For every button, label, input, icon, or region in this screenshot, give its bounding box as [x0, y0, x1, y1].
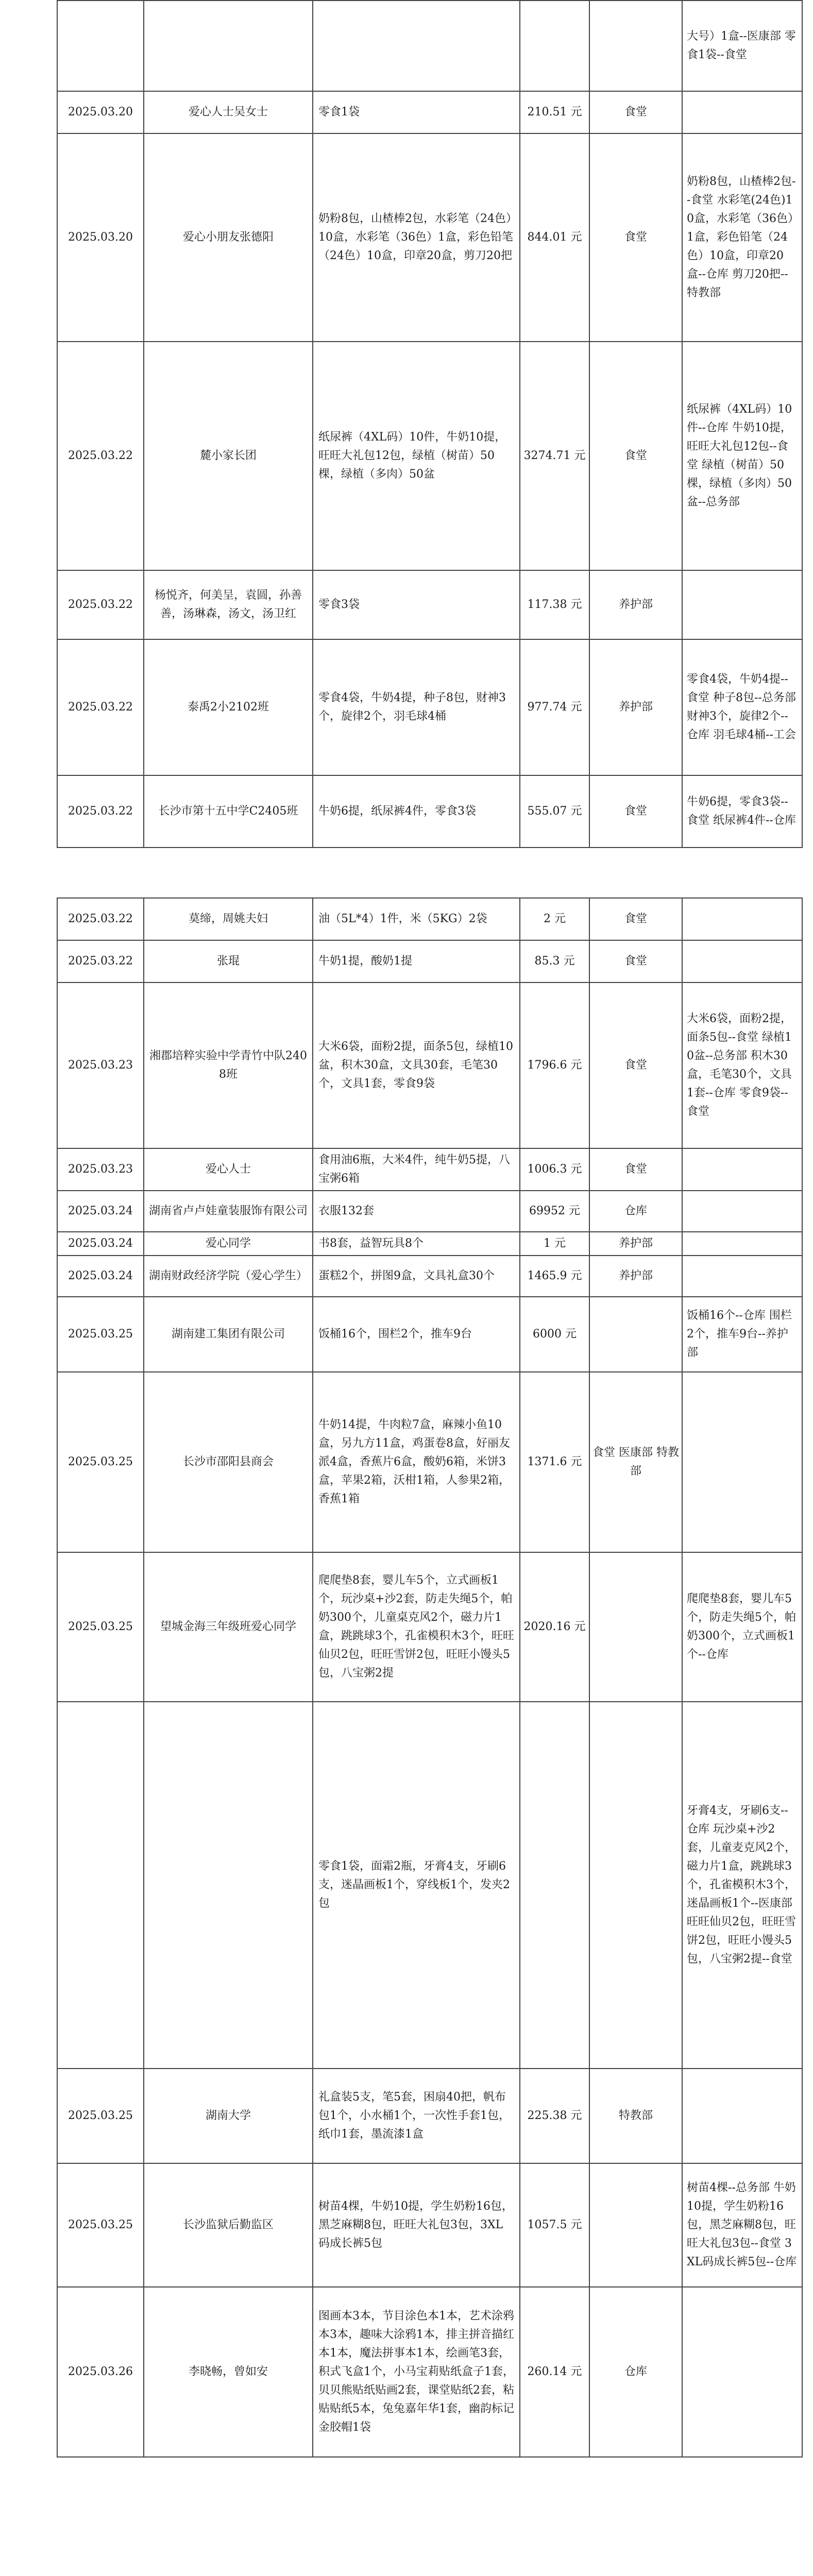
destination-cell: 仓库: [589, 2287, 682, 2457]
donor-cell: [144, 1, 313, 91]
goods-cell: 大米6袋，面粉2提，面条5包，绿植10盆，积木30盒，文具30套，毛笔30个，文具1套，零食9袋: [313, 982, 520, 1148]
destination-cell: 养护部: [589, 1256, 682, 1297]
table-row: [57, 1297, 802, 1372]
table-row: [57, 1, 802, 91]
amount-cell: 69952 元: [520, 1191, 589, 1232]
donation-table-part-1: [57, 0, 803, 848]
goods-cell: 衣服132套: [313, 1191, 520, 1232]
donor-cell: 湘郡培粹实验中学青竹中队2408班: [144, 982, 313, 1148]
amount-cell: 2 元: [520, 898, 589, 940]
date-cell: 2025.03.25: [57, 2163, 144, 2287]
amount-cell: 210.51 元: [520, 91, 589, 133]
destination-cell: 食堂: [589, 1148, 682, 1191]
amount-cell: 225.38 元: [520, 2069, 589, 2163]
allocation-note-cell: 大号）1盒--医康部 零食1袋--食堂: [682, 1, 802, 91]
table-row: [57, 1702, 802, 2069]
amount-cell: 117.38 元: [520, 570, 589, 639]
date-cell: 2025.03.22: [57, 639, 144, 775]
allocation-note-cell: [682, 898, 802, 940]
table-row: [57, 1191, 802, 1232]
table-body: [57, 898, 802, 2457]
date-cell: 2025.03.26: [57, 2287, 144, 2457]
allocation-note-cell: [682, 570, 802, 639]
amount-cell: 6000 元: [520, 1297, 589, 1372]
allocation-note-cell: [682, 2069, 802, 2163]
destination-cell: [589, 2163, 682, 2287]
destination-cell: 食堂: [589, 342, 682, 570]
destination-cell: 养护部: [589, 1232, 682, 1256]
date-cell: 2025.03.22: [57, 775, 144, 848]
goods-cell: 纸尿裤（4XL码）10件，牛奶10提，旺旺大礼包12包，绿植（树苗）50棵，绿植（多肉）50盆: [313, 342, 520, 570]
amount-cell: [520, 1702, 589, 2069]
amount-cell: 260.14 元: [520, 2287, 589, 2457]
allocation-note-cell: 树苗4棵--总务部 牛奶10提，学生奶粉16包，黑芝麻糊8包，旺旺大礼包3包--食堂 3XL码成长裤5包--仓库: [682, 2163, 802, 2287]
date-cell: 2025.03.25: [57, 1552, 144, 1702]
goods-cell: 牛奶14提，牛肉粒7盒，麻辣小鱼10盒，另九方11盒，鸡蛋卷8盒，好丽友派4盒，香蕉片6盒，酸奶6箱，米饼3盒，苹果2箱，沃柑1箱，人参果2箱，香蕉1箱: [313, 1372, 520, 1552]
goods-cell: [313, 1, 520, 91]
donor-cell: 湖南财政经济学院（爱心学生）: [144, 1256, 313, 1297]
table-row: [57, 982, 802, 1148]
allocation-note-cell: [682, 2287, 802, 2457]
date-cell: 2025.03.25: [57, 1297, 144, 1372]
goods-cell: 树苗4棵，牛奶10提，学生奶粉16包，黑芝麻糊8包，旺旺大礼包3包，3XL码成长裤5包: [313, 2163, 520, 2287]
goods-cell: 奶粉8包，山楂棒2包，水彩笔（24色）10盒，水彩笔（36色）1盒，彩色铅笔（24色）10盒，印章20盒，剪刀20把: [313, 133, 520, 342]
destination-cell: 食堂 医康部 特教部: [589, 1372, 682, 1552]
table-row: [57, 133, 802, 342]
destination-cell: 养护部: [589, 639, 682, 775]
date-cell: 2025.03.20: [57, 133, 144, 342]
donor-cell: 湖南大学: [144, 2069, 313, 2163]
goods-cell: 图画本3本，节目涂色本1本，艺术涂鸦本3本，趣味大涂鸦1本，排主拼音描红本1本，魔法拼事本1本，绘画笔3套，积式飞盒1个，小马宝莉贴纸盒子1套，贝贝熊贴纸贴画2套，课堂贴纸2套，粘贴贴纸5本，兔兔嘉年华1套，幽韵标记金胶帽1袋: [313, 2287, 520, 2457]
table-row: [57, 1256, 802, 1297]
allocation-note-cell: [682, 1232, 802, 1256]
donor-cell: 湖南建工集团有限公司: [144, 1297, 313, 1372]
donor-cell: 爱心小朋友张德阳: [144, 133, 313, 342]
goods-cell: 牛奶6提，纸尿裤4件，零食3袋: [313, 775, 520, 848]
donor-cell: 爱心人士: [144, 1148, 313, 1191]
destination-cell: 食堂: [589, 133, 682, 342]
amount-cell: [520, 1, 589, 91]
date-cell: 2025.03.25: [57, 2069, 144, 2163]
amount-cell: 85.3 元: [520, 940, 589, 982]
allocation-note-cell: [682, 1191, 802, 1232]
donor-cell: 泰禹2小2102班: [144, 639, 313, 775]
date-cell: 2025.03.25: [57, 1372, 144, 1552]
table-row: [57, 91, 802, 133]
destination-cell: 食堂: [589, 982, 682, 1148]
goods-cell: 零食4袋，牛奶4提，种子8包，财神3个，旋律2个，羽毛球4桶: [313, 639, 520, 775]
goods-cell: 零食1袋，面霜2瓶，牙膏4支，牙刷6支，迷晶画板1个，穿线板1个，发夹2包: [313, 1702, 520, 2069]
table-row: [57, 1232, 802, 1256]
amount-cell: 977.74 元: [520, 639, 589, 775]
destination-cell: [589, 1, 682, 91]
allocation-note-cell: [682, 1256, 802, 1297]
goods-cell: 爬爬垫8套，婴儿车5个，立式画板1个，玩沙桌+沙2套，防走失绳5个，帕奶300个，儿童桌克风2个，磁力片1盒，跳跳球3个，孔雀模积木3个，旺旺仙贝2包，旺旺雪饼2包，旺旺小馒头5包，八宝粥2提: [313, 1552, 520, 1702]
amount-cell: 1465.9 元: [520, 1256, 589, 1297]
donor-cell: 望城金海三年级班爱心同学: [144, 1552, 313, 1702]
goods-cell: 零食3袋: [313, 570, 520, 639]
destination-cell: 食堂: [589, 91, 682, 133]
amount-cell: 1006.3 元: [520, 1148, 589, 1191]
amount-cell: 555.07 元: [520, 775, 589, 848]
table-row: [57, 775, 802, 848]
table-row: [57, 898, 802, 940]
goods-cell: 零食1袋: [313, 91, 520, 133]
date-cell: 2025.03.23: [57, 1148, 144, 1191]
table-row: [57, 1148, 802, 1191]
table-row: [57, 639, 802, 775]
destination-cell: 特教部: [589, 2069, 682, 2163]
amount-cell: 2020.16 元: [520, 1552, 589, 1702]
amount-cell: 3274.71 元: [520, 342, 589, 570]
date-cell: 2025.03.24: [57, 1232, 144, 1256]
amount-cell: 1371.6 元: [520, 1372, 589, 1552]
donor-cell: 湖南省卢卢娃童装服饰有限公司: [144, 1191, 313, 1232]
donor-cell: 爱心同学: [144, 1232, 313, 1256]
destination-cell: 食堂: [589, 898, 682, 940]
table-row: [57, 570, 802, 639]
table-row: [57, 1552, 802, 1702]
destination-cell: 食堂: [589, 940, 682, 982]
date-cell: [57, 1, 144, 91]
amount-cell: 1796.6 元: [520, 982, 589, 1148]
date-cell: 2025.03.24: [57, 1256, 144, 1297]
donor-cell: 杨悦齐，何美呈，袁圆，孙善善，汤琳森，汤文，汤卫红: [144, 570, 313, 639]
allocation-note-cell: 牙膏4支，牙刷6支--仓库 玩沙桌+沙2套，儿童麦克风2个，磁力片1盒，跳跳球3个，孔雀模积木3个，迷晶画板1个--医康部 旺旺仙贝2包，旺旺雪饼2包，旺旺小馒头5包，八宝粥2提--食堂: [682, 1702, 802, 2069]
allocation-note-cell: 牛奶6提，零食3袋--食堂 纸尿裤4件--仓库: [682, 775, 802, 848]
allocation-note-cell: [682, 91, 802, 133]
destination-cell: [589, 1297, 682, 1372]
donor-cell: 张琨: [144, 940, 313, 982]
donor-cell: 李晓畅，曾如安: [144, 2287, 313, 2457]
table-row: [57, 2069, 802, 2163]
table-row: [57, 940, 802, 982]
amount-cell: 1 元: [520, 1232, 589, 1256]
donor-cell: 长沙市邵阳县商会: [144, 1372, 313, 1552]
donor-cell: 长沙监狱后勤监区: [144, 2163, 313, 2287]
destination-cell: 养护部: [589, 570, 682, 639]
date-cell: 2025.03.23: [57, 982, 144, 1148]
destination-cell: [589, 1552, 682, 1702]
amount-cell: 844.01 元: [520, 133, 589, 342]
date-cell: 2025.03.22: [57, 342, 144, 570]
allocation-note-cell: 零食4袋，牛奶4提--食堂 种子8包--总务部 财神3个，旋律2个--仓库 羽毛球4桶--工会: [682, 639, 802, 775]
donor-cell: 长沙市第十五中学C2405班: [144, 775, 313, 848]
goods-cell: 食用油6瓶，大米4件，纯牛奶5提，八宝粥6箱: [313, 1148, 520, 1191]
allocation-note-cell: 奶粉8包，山楂棒2包--食堂 水彩笔(24色)10盒，水彩笔（36色）1盒，彩色铅笔（24色）10盒，印章20盒--仓库 剪刀20把--特教部: [682, 133, 802, 342]
date-cell: 2025.03.24: [57, 1191, 144, 1232]
date-cell: 2025.03.22: [57, 570, 144, 639]
allocation-note-cell: 大米6袋，面粉2提，面条5包--食堂 绿植10盆--总务部 积木30盒，毛笔30个，文具1套--仓库 零食9袋--食堂: [682, 982, 802, 1148]
goods-cell: 饭桶16个，围栏2个，推车9台: [313, 1297, 520, 1372]
table-row: [57, 1372, 802, 1552]
goods-cell: 书8套，益智玩具8个: [313, 1232, 520, 1256]
allocation-note-cell: [682, 1148, 802, 1191]
donor-cell: 莫缔，周姚夫妇: [144, 898, 313, 940]
goods-cell: 油（5L*4）1件，米（5KG）2袋: [313, 898, 520, 940]
donor-cell: 爱心人士吴女士: [144, 91, 313, 133]
table-row: [57, 342, 802, 570]
goods-cell: 牛奶1提，酸奶1提: [313, 940, 520, 982]
date-cell: 2025.03.22: [57, 898, 144, 940]
destination-cell: 仓库: [589, 1191, 682, 1232]
goods-cell: 礼盒装5支，笔5套，困扇40把，帆布包1个，小水桶1个，一次性手套1包，纸巾1套，墨流漆1盒: [313, 2069, 520, 2163]
date-cell: 2025.03.22: [57, 940, 144, 982]
allocation-note-cell: 爬爬垫8套，婴儿车5个，防走失绳5个，帕奶300个，立式画板1个--仓库: [682, 1552, 802, 1702]
donor-cell: 麓小家长团: [144, 342, 313, 570]
allocation-note-cell: [682, 940, 802, 982]
amount-cell: 1057.5 元: [520, 2163, 589, 2287]
date-cell: [57, 1702, 144, 2069]
donation-table-part-2: [57, 897, 803, 2458]
goods-cell: 蛋糕2个，拼图9盒，文具礼盒30个: [313, 1256, 520, 1297]
destination-cell: 食堂: [589, 775, 682, 848]
table-row: [57, 2287, 802, 2457]
allocation-note-cell: 纸尿裤（4XL码）10件--仓库 牛奶10提，旺旺大礼包12包--食堂 绿植（树苗）50棵，绿植（多肉）50盆--总务部: [682, 342, 802, 570]
allocation-note-cell: [682, 1372, 802, 1552]
destination-cell: [589, 1702, 682, 2069]
donor-cell: [144, 1702, 313, 2069]
table-row: [57, 2163, 802, 2287]
date-cell: 2025.03.20: [57, 91, 144, 133]
table-body: [57, 1, 802, 848]
allocation-note-cell: 饭桶16个--仓库 围栏2个，推车9台--养护部: [682, 1297, 802, 1372]
